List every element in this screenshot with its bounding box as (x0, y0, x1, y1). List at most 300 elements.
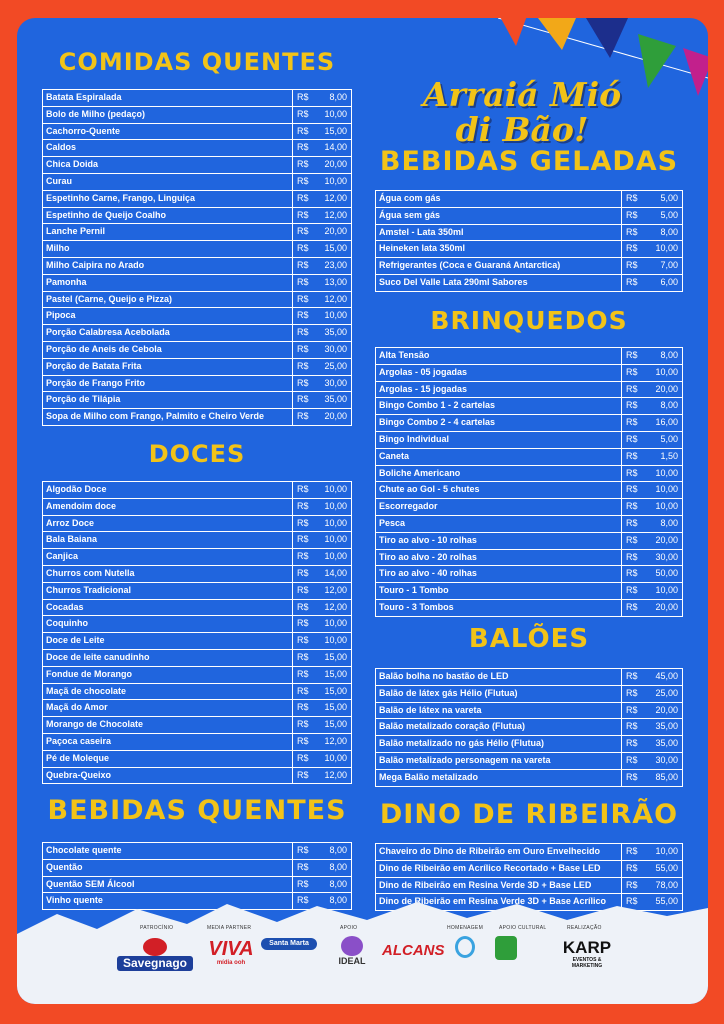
item-currency: R$ (297, 752, 309, 763)
item-name: Churros com Nutella (46, 567, 135, 578)
item-currency: R$ (297, 226, 309, 237)
item-name: Fondue de Morango (46, 668, 132, 679)
item-currency: R$ (626, 467, 638, 478)
table-row (376, 515, 682, 532)
item-price (292, 376, 351, 392)
item-price (292, 107, 351, 123)
item-price (292, 409, 351, 425)
table-row (376, 685, 682, 702)
table-comidas-quentes (42, 89, 352, 426)
item-name: Cocadas (46, 601, 84, 612)
item-currency: R$ (626, 738, 638, 749)
item-price (292, 308, 351, 324)
item-price-value: 16,00 (655, 417, 678, 428)
item-price (621, 550, 682, 566)
item-price-value: 12,00 (324, 192, 347, 203)
item-price-value: 10,00 (655, 585, 678, 596)
item-currency: R$ (297, 360, 309, 371)
item-price (621, 669, 682, 685)
item-price-value: 10,00 (324, 484, 347, 494)
item-name: Churros Tradicional (46, 584, 132, 595)
label-realizacao: REALIZAÇÃO (567, 925, 602, 931)
item-price-value: 8,00 (660, 400, 678, 411)
item-price (292, 684, 351, 700)
item-currency: R$ (297, 394, 309, 405)
table-doces (42, 481, 352, 784)
item-price (621, 258, 682, 274)
table-row (43, 190, 351, 207)
item-name: Argolas - 15 jogadas (379, 383, 468, 394)
sponsors-bar (17, 924, 708, 1004)
alcans-logo: ALCANS (382, 942, 445, 959)
item-name: Sopa de Milho com Frango, Palmito e Cheiro Verde (46, 411, 265, 422)
section-title-dino: DINO DE RIBEIRÃO (379, 799, 679, 830)
item-currency: R$ (626, 568, 638, 579)
item-price (292, 516, 351, 532)
item-price-value: 50,00 (655, 568, 678, 579)
table-row (376, 844, 682, 860)
item-currency: R$ (626, 450, 638, 461)
item-name: Doce de leite canudinho (46, 651, 150, 662)
item-price (292, 549, 351, 565)
table-row (376, 752, 682, 769)
item-price-value: 10,00 (324, 310, 347, 321)
item-name: Pamonha (46, 276, 87, 287)
item-price (292, 860, 351, 876)
item-currency: R$ (297, 192, 309, 203)
item-name: Tiro ao alvo - 40 rolhas (379, 568, 477, 579)
label-homenagem: HOMENAGEM (447, 925, 484, 931)
ideal-logo: IDEAL (327, 936, 377, 966)
item-name: Curau (46, 175, 73, 186)
item-currency: R$ (297, 142, 309, 153)
item-price (292, 600, 351, 616)
table-row (376, 431, 682, 448)
item-price-value: 35,00 (324, 394, 347, 405)
table-row (376, 257, 682, 274)
item-name: Quentão (46, 861, 83, 872)
table-row (43, 341, 351, 358)
item-name: Canjica (46, 551, 79, 562)
table-row (376, 582, 682, 599)
item-price-value: 55,00 (655, 862, 678, 873)
table-row (43, 240, 351, 257)
item-name: Milho (46, 243, 70, 254)
item-price-value: 5,00 (660, 193, 678, 203)
item-currency: R$ (297, 601, 309, 612)
item-name: Espetinho de Queijo Coalho (46, 209, 167, 220)
item-currency: R$ (297, 861, 309, 872)
item-price (621, 466, 682, 482)
table-row (43, 767, 351, 784)
item-price-value: 5,00 (660, 209, 678, 220)
table-brinquedos (375, 347, 683, 617)
item-price-value: 15,00 (324, 668, 347, 679)
label-apoio-cultural: APOIO CULTURAL (499, 925, 547, 931)
item-currency: R$ (297, 551, 309, 562)
label-patrocinio: PATROCÍNIO (140, 925, 174, 931)
item-name: Água sem gás (379, 209, 441, 220)
item-price-value: 12,00 (324, 584, 347, 595)
table-row (43, 632, 351, 649)
item-price-value: 10,00 (324, 618, 347, 629)
item-price (292, 650, 351, 666)
table-row (43, 876, 351, 893)
item-currency: R$ (297, 175, 309, 186)
item-price (621, 225, 682, 241)
item-currency: R$ (626, 400, 638, 411)
section-title-bebidas-geladas: BEBIDAS GELADAS (379, 146, 679, 177)
item-price-value: 55,00 (655, 896, 678, 907)
table-row (43, 307, 351, 324)
item-price-value: 7,00 (660, 260, 678, 271)
item-currency: R$ (297, 276, 309, 287)
logo-line-2: di Bão! (455, 110, 589, 149)
item-currency: R$ (297, 125, 309, 136)
item-price-value: 20,00 (655, 601, 678, 612)
label-media-partner: MEDIA PARTNER (207, 925, 252, 931)
item-currency: R$ (297, 343, 309, 354)
table-row (376, 448, 682, 465)
item-name: Pesca (379, 517, 406, 528)
item-name: Alta Tensão (379, 350, 430, 360)
item-name: Balão bolha no bastão de LED (379, 671, 509, 681)
item-currency: R$ (297, 243, 309, 254)
item-price (621, 878, 682, 894)
item-price (292, 877, 351, 893)
item-currency: R$ (626, 585, 638, 596)
table-row (43, 666, 351, 683)
hospital-logo (447, 936, 483, 958)
item-price (292, 751, 351, 767)
table-row (43, 859, 351, 876)
item-price-value: 15,00 (324, 702, 347, 713)
item-price-value: 10,00 (655, 467, 678, 478)
item-name: Mega Balão metalizado (379, 771, 479, 782)
item-name: Porção de Aneis de Cebola (46, 343, 162, 354)
item-price-value: 12,00 (324, 601, 347, 612)
item-price (621, 449, 682, 465)
item-price (292, 616, 351, 632)
table-row (43, 257, 351, 274)
item-currency: R$ (626, 260, 638, 271)
item-currency: R$ (297, 517, 309, 528)
item-currency: R$ (626, 896, 638, 907)
item-price-value: 12,00 (324, 293, 347, 304)
item-price-value: 10,00 (324, 752, 347, 763)
table-row (376, 718, 682, 735)
item-price-value: 10,00 (324, 517, 347, 528)
item-price (621, 208, 682, 224)
item-currency: R$ (626, 366, 638, 377)
item-currency: R$ (297, 500, 309, 511)
table-row (43, 358, 351, 375)
table-row (43, 90, 351, 106)
item-name: Batata Espiralada (46, 92, 122, 102)
table-row (376, 769, 682, 786)
table-row (43, 615, 351, 632)
item-name: Balão de látex gás Hélio (Flutua) (379, 687, 518, 698)
item-currency: R$ (297, 735, 309, 746)
table-row (376, 498, 682, 515)
item-currency: R$ (626, 383, 638, 394)
item-price-value: 45,00 (655, 671, 678, 681)
label-apoio: APOIO (340, 925, 358, 931)
table-row (43, 498, 351, 515)
table-row (43, 565, 351, 582)
item-price-value: 15,00 (324, 651, 347, 662)
item-name: Pastel (Carne, Queijo e Pizza) (46, 293, 173, 304)
item-name: Chocolate quente (46, 845, 122, 855)
item-price-value: 10,00 (324, 551, 347, 562)
item-name: Boliche Americano (379, 467, 461, 478)
item-price-value: 8,00 (329, 895, 347, 906)
item-price (621, 600, 682, 616)
table-row (376, 669, 682, 685)
item-price (621, 566, 682, 582)
item-name: Amstel - Lata 350ml (379, 226, 464, 237)
item-price (292, 124, 351, 140)
item-price-value: 10,00 (324, 500, 347, 511)
item-name: Balão metalizado personagem na vareta (379, 754, 551, 765)
item-price-value: 10,00 (655, 846, 678, 856)
item-currency: R$ (626, 879, 638, 890)
section-title-baloes: BALÕES (468, 624, 590, 654)
item-price-value: 30,00 (324, 343, 347, 354)
item-currency: R$ (297, 209, 309, 220)
item-currency: R$ (626, 276, 638, 287)
menu-panel (17, 18, 708, 1004)
table-row (376, 224, 682, 241)
item-name: Lanche Pernil (46, 226, 106, 237)
item-price (292, 768, 351, 784)
table-row (376, 240, 682, 257)
item-name: Maçã do Amor (46, 702, 108, 713)
item-currency: R$ (626, 350, 638, 360)
table-row (376, 565, 682, 582)
item-price (621, 861, 682, 877)
item-price (621, 719, 682, 735)
item-price (292, 174, 351, 190)
table-row (43, 531, 351, 548)
item-name: Tiro ao alvo - 10 rolhas (379, 534, 477, 545)
item-currency: R$ (297, 159, 309, 170)
item-currency: R$ (626, 601, 638, 612)
item-name: Maçã de chocolate (46, 685, 127, 696)
table-row (43, 274, 351, 291)
item-price (292, 140, 351, 156)
item-price-value: 15,00 (324, 719, 347, 730)
item-name: Cachorro-Quente (46, 125, 121, 136)
table-row (43, 599, 351, 616)
item-name: Paçoca caseira (46, 735, 112, 746)
item-name: Refrigerantes (Coca e Guaraná Antarctica) (379, 260, 561, 271)
item-price (621, 432, 682, 448)
item-price (621, 415, 682, 431)
table-row (43, 515, 351, 532)
item-currency: R$ (297, 702, 309, 713)
item-name: Porção Calabresa Acebolada (46, 327, 170, 338)
table-row (43, 649, 351, 666)
item-currency: R$ (297, 845, 309, 855)
item-name: Espetinho Carne, Frango, Linguiça (46, 192, 196, 203)
table-row (43, 716, 351, 733)
item-price (292, 566, 351, 582)
item-price (292, 208, 351, 224)
item-currency: R$ (297, 327, 309, 338)
item-price (621, 382, 682, 398)
table-row (376, 274, 682, 291)
item-currency: R$ (626, 226, 638, 237)
item-price (292, 482, 351, 498)
table-row (43, 582, 351, 599)
logo-line-1: Arraiá Mió (422, 75, 622, 114)
item-price (292, 90, 351, 106)
table-row (43, 123, 351, 140)
item-price (621, 753, 682, 769)
item-price-value: 15,00 (324, 243, 347, 254)
table-row (376, 599, 682, 616)
table-row (376, 465, 682, 482)
item-price-value: 12,00 (324, 209, 347, 220)
item-price (292, 499, 351, 515)
item-price-value: 10,00 (324, 534, 347, 545)
item-price-value: 10,00 (655, 366, 678, 377)
item-currency: R$ (297, 310, 309, 321)
item-currency: R$ (626, 771, 638, 782)
item-currency: R$ (626, 484, 638, 495)
item-price-value: 20,00 (324, 159, 347, 170)
item-name: Balão metalizado coração (Flutua) (379, 721, 526, 732)
item-currency: R$ (626, 687, 638, 698)
item-price (621, 703, 682, 719)
item-price (621, 398, 682, 414)
table-row (43, 391, 351, 408)
item-price-value: 30,00 (324, 377, 347, 388)
item-price-value: 8,00 (329, 92, 347, 102)
item-currency: R$ (297, 878, 309, 889)
item-price-value: 35,00 (655, 738, 678, 749)
item-currency: R$ (297, 484, 309, 494)
item-price (621, 191, 682, 207)
table-row (376, 191, 682, 207)
item-price-value: 30,00 (655, 754, 678, 765)
item-name: Heineken lata 350ml (379, 243, 466, 254)
item-price-value: 35,00 (324, 327, 347, 338)
item-name: Quebra-Queixo (46, 769, 112, 780)
table-row (43, 683, 351, 700)
item-currency: R$ (297, 651, 309, 662)
item-price (292, 734, 351, 750)
item-currency: R$ (626, 433, 638, 444)
item-name: Touro - 1 Tombo (379, 585, 449, 596)
item-price (292, 532, 351, 548)
item-name: Bingo Individual (379, 433, 449, 444)
table-row (43, 223, 351, 240)
item-price (621, 516, 682, 532)
item-name: Amendoim doce (46, 500, 117, 511)
item-price (292, 275, 351, 291)
item-price-value: 10,00 (655, 243, 678, 254)
prefeitura-logo (495, 936, 555, 960)
item-price-value: 1,50 (660, 450, 678, 461)
item-price-value: 20,00 (655, 704, 678, 715)
item-currency: R$ (297, 769, 309, 780)
item-price (621, 499, 682, 515)
table-row (43, 375, 351, 392)
item-currency: R$ (297, 635, 309, 646)
table-row (43, 548, 351, 565)
section-title-brinquedos: BRINQUEDOS (430, 306, 628, 335)
item-name: Porção de Tilápia (46, 394, 121, 405)
table-row (43, 408, 351, 425)
item-price (621, 241, 682, 257)
item-price-value: 25,00 (655, 687, 678, 698)
item-currency: R$ (626, 534, 638, 545)
item-price (621, 736, 682, 752)
item-name: Bingo Combo 1 - 2 cartelas (379, 400, 496, 411)
item-name: Balão metalizado no gás Hélio (Flutua) (379, 738, 545, 749)
item-currency: R$ (626, 417, 638, 428)
table-row (376, 397, 682, 414)
item-price-value: 20,00 (324, 226, 347, 237)
item-price-value: 8,00 (329, 861, 347, 872)
item-price (621, 686, 682, 702)
item-price-value: 5,00 (660, 433, 678, 444)
table-row (43, 156, 351, 173)
table-row (43, 139, 351, 156)
item-price (292, 292, 351, 308)
item-currency: R$ (297, 567, 309, 578)
table-row (376, 207, 682, 224)
item-currency: R$ (626, 551, 638, 562)
item-name: Doce de Leite (46, 635, 105, 646)
item-price-value: 12,00 (324, 769, 347, 780)
item-price-value: 13,00 (324, 276, 347, 287)
item-price (292, 191, 351, 207)
section-title-bebidas-quentes: BEBIDAS QUENTES (47, 795, 347, 826)
table-row (43, 843, 351, 859)
item-price (621, 583, 682, 599)
item-price (621, 365, 682, 381)
item-price (621, 348, 682, 364)
item-price-value: 8,00 (329, 878, 347, 889)
item-price-value: 15,00 (324, 685, 347, 696)
item-price (292, 633, 351, 649)
table-row (43, 173, 351, 190)
table-row (43, 207, 351, 224)
item-price (292, 325, 351, 341)
table-bebidas-geladas (375, 190, 683, 292)
item-name: Pipoca (46, 310, 76, 321)
table-row (43, 324, 351, 341)
item-price-value: 8,00 (329, 845, 347, 855)
item-name: Milho Caipira no Arado (46, 259, 145, 270)
item-currency: R$ (297, 534, 309, 545)
item-name: Algodão Doce (46, 484, 107, 494)
item-currency: R$ (297, 259, 309, 270)
item-price (292, 342, 351, 358)
item-currency: R$ (297, 92, 309, 102)
item-price-value: 8,00 (660, 350, 678, 360)
item-currency: R$ (626, 193, 638, 203)
item-currency: R$ (626, 671, 638, 681)
table-row (376, 877, 682, 894)
item-price-value: 6,00 (660, 276, 678, 287)
table-baloes (375, 668, 683, 787)
item-currency: R$ (626, 209, 638, 220)
item-currency: R$ (626, 862, 638, 873)
